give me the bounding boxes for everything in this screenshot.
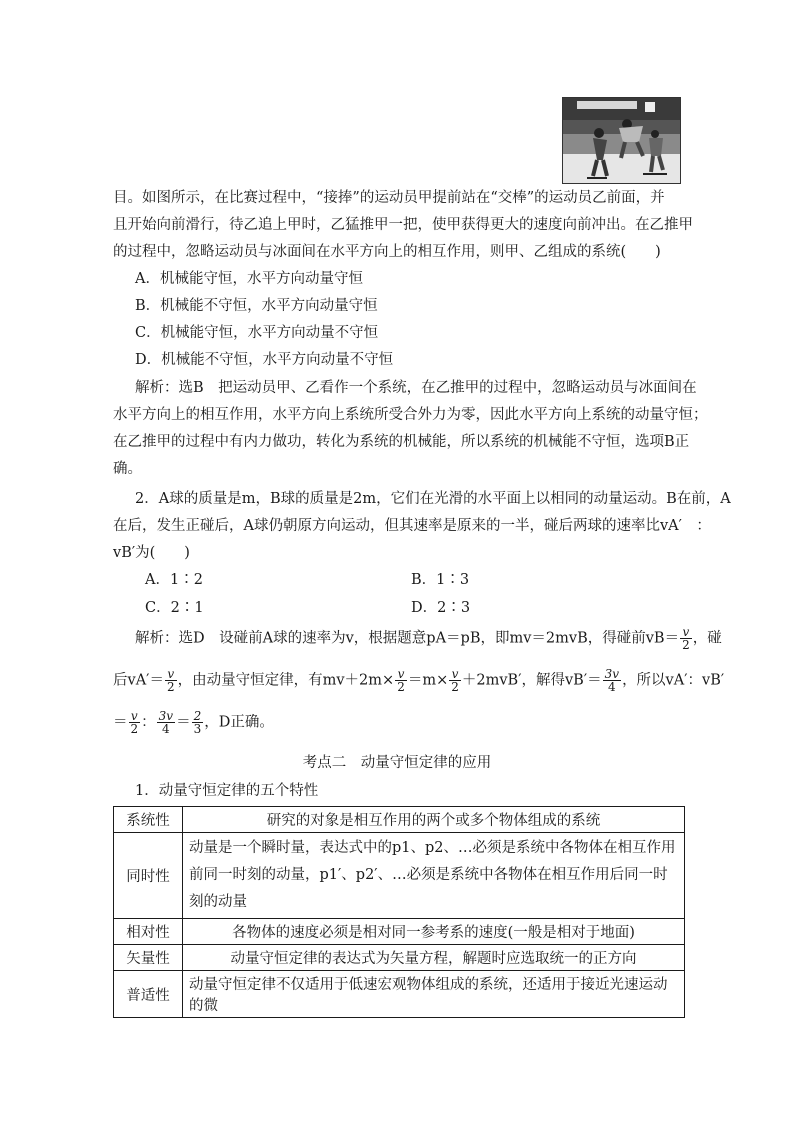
- table-value-cell: 动量守恒定律的表达式为矢量方程，解题时应选取统一的正方向: [183, 945, 685, 971]
- fraction-denominator: 3: [193, 722, 202, 736]
- fraction-3v-over-4: [157, 710, 175, 735]
- q2-option-a: A．1∶2: [145, 572, 203, 588]
- table-row: [114, 971, 685, 1018]
- q1-option-d: D．机械能不守恒，水平方向动量不守恒: [135, 352, 394, 368]
- q1-analysis-line-1: 解析：选B 把运动员甲、乙看作一个系统，在乙推甲的过程中，忽略运动员与冰面间在: [135, 380, 697, 396]
- q2-analysis-text: 解析：选D 设碰前A球的速率为v，根据题意pA＝pB，即mv＝2mvB，得碰前vB＝: [135, 630, 680, 647]
- q2-stem-line-1: 2．A球的质量是m，B球的质量是2m，它们在光滑的水平面上以相同的动量运动。B在前，A: [135, 491, 731, 507]
- q2-analysis-text: ＝: [113, 714, 128, 731]
- q2-analysis-text: ，D正确。: [204, 714, 274, 731]
- q2-analysis-line-3: [113, 710, 274, 735]
- table-value-cell: 动量守恒定律不仅适用于低速宏观物体组成的系统，还适用于接近光速运动的微: [183, 971, 685, 1018]
- fraction-denominator: 2: [130, 722, 139, 736]
- fraction-numerator: 3v: [604, 667, 620, 681]
- fraction-v-over-2: [449, 668, 461, 693]
- fraction-v-over-2: [165, 668, 177, 693]
- fraction-numerator: v: [395, 668, 407, 681]
- q2-analysis-line-1: [135, 626, 722, 651]
- fraction-numerator: 3v: [158, 709, 174, 723]
- table-row: [114, 919, 685, 945]
- q2-analysis-text: ＋2mvB′，解得vB′＝: [461, 672, 602, 689]
- table-key-cell: 矢量性: [114, 945, 183, 971]
- q2-analysis-text: ，所以vA′：vB′: [622, 672, 725, 689]
- q1-analysis-line-3: 在乙推甲的过程中有内力做功，转化为系统的机械能，所以系统的机械能不守恒，选项B正: [113, 434, 690, 450]
- q2-analysis-text: ，由动量守恒定律，有mv＋2m×: [177, 672, 395, 689]
- table-row: [114, 833, 685, 919]
- q2-option-c: C．2∶1: [145, 600, 204, 616]
- fraction-denominator: 4: [162, 722, 170, 736]
- q2-analysis-text: ：: [141, 714, 156, 731]
- table-key-cell: 普适性: [114, 971, 183, 1018]
- q1-analysis-line-4: 确。: [113, 461, 142, 477]
- fraction-denominator: 4: [608, 680, 616, 694]
- q1-stem-line-1: 目。如图所示，在比赛过程中，“接捧”的运动员甲提前站在“交棒”的运动员乙前面，并: [113, 190, 665, 206]
- section-subheading: 1．动量守恒定律的五个特性: [135, 783, 319, 799]
- q2-stem-line-2: 在后，发生正碰后，A球仍朝原方向运动，但其速率是原来的一半，碰后两球的速率比vA′ ：: [113, 518, 711, 534]
- fraction-denominator: 2: [682, 638, 690, 652]
- fraction-2-over-3: [192, 710, 204, 735]
- q1-stem-line-2: 且开始向前滑行，待乙追上甲时，乙猛推甲一把，使甲获得更大的速度向前冲出。在乙推甲: [113, 217, 693, 233]
- properties-table: [113, 806, 685, 1018]
- q2-analysis-text: ，碰: [692, 630, 722, 647]
- skaters-illustration: [563, 98, 680, 183]
- fraction-numerator: v: [680, 626, 692, 639]
- fraction-numerator: 2: [193, 709, 202, 723]
- fraction-numerator: v: [449, 668, 461, 681]
- fraction-v-over-2: [129, 710, 141, 735]
- q2-option-b: B．1∶3: [411, 572, 470, 588]
- q2-analysis-text: 后vA′＝: [113, 672, 164, 689]
- fraction-numerator: v: [129, 710, 141, 723]
- q2-analysis-line-2: [113, 668, 724, 693]
- q1-stem-line-3: 的过程中，忽略运动员与冰面间在水平方向上的相互作用，则甲、乙组成的系统( ): [113, 244, 661, 260]
- fraction-numerator: v: [165, 668, 177, 681]
- q1-option-c: C．机械能守恒，水平方向动量不守恒: [135, 325, 379, 341]
- table-row: [114, 945, 685, 971]
- q1-option-b: B．机械能不守恒，水平方向动量守恒: [135, 298, 378, 314]
- fraction-denominator: 2: [451, 680, 459, 694]
- fraction-3v-over-4: [603, 668, 621, 693]
- table-key-cell: 系统性: [114, 807, 183, 833]
- q1-analysis-line-2: 水平方向上的相互作用，水平方向上系统所受合外力为零，因此水平方向上系统的动量守恒；: [113, 407, 708, 423]
- q1-option-a: A．机械能守恒，水平方向动量守恒: [135, 271, 363, 287]
- table-value-cell: 动量是一个瞬时量，表达式中的p1、p2、…必须是系统中各物体在相互作用前同一时刻的动量，p1′、p2′、…必须是系统中各物体在相互作用后同一时刻的动量: [183, 833, 685, 919]
- fraction-v-over-2: [680, 626, 692, 651]
- q2-option-d: D．2∶3: [411, 600, 471, 616]
- table-value-cell: 各物体的速度必须是相对同一参考系的速度(一般是相对于地面): [183, 919, 685, 945]
- table-value-cell: 研究的对象是相互作用的两个或多个物体组成的系统: [183, 807, 685, 833]
- fraction-denominator: 2: [166, 680, 175, 694]
- fraction-denominator: 2: [397, 680, 405, 694]
- q2-analysis-text: ＝m×: [407, 672, 449, 689]
- table-row: [114, 807, 685, 833]
- q2-analysis-text: ＝: [176, 714, 191, 731]
- fraction-v-over-2: [395, 668, 407, 693]
- q2-stem-line-3: vB′为( ): [113, 545, 190, 561]
- speed-skating-photo: [562, 97, 681, 184]
- table-key-cell: 同时性: [114, 833, 183, 919]
- section-heading: 考点二 动量守恒定律的应用: [302, 755, 492, 771]
- table-key-cell: 相对性: [114, 919, 183, 945]
